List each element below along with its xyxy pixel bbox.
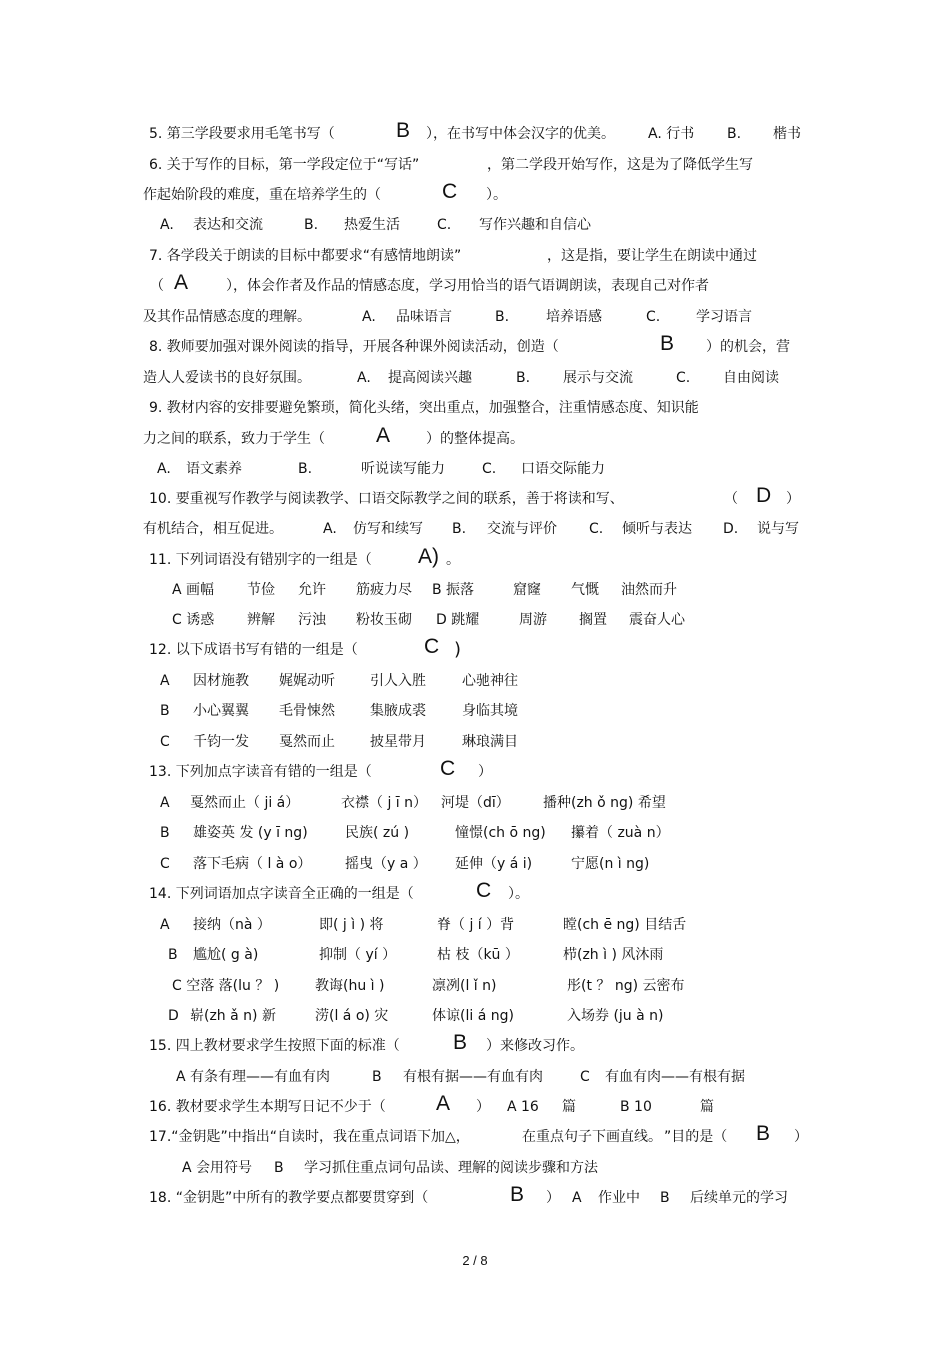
pinyin-item: 戛然而止（ ji á） <box>190 795 300 811</box>
question-14-row-a <box>0 913 950 937</box>
option-c: C <box>580 1069 590 1085</box>
question-9 <box>0 396 950 420</box>
pinyin-item: 接纳（nà ） <box>193 917 271 933</box>
question-text: ，第二学段开始写作，这是为了降低学生写 <box>487 157 753 173</box>
pinyin-item: 彤(t ？ ng) 云密布 <box>567 978 685 994</box>
option-a: A. 行书 <box>648 126 695 142</box>
question-10-options <box>0 517 950 541</box>
option-c-text: 自由阅读 <box>723 370 779 386</box>
pinyin-item: 脊（ j í ）背 <box>437 917 515 933</box>
option-d-text: 说与写 <box>757 521 799 537</box>
question-text: ），在书写中体会汉字的优美。 <box>426 126 615 142</box>
question-text: ）的整体提高。 <box>426 431 524 447</box>
question-8 <box>0 332 950 359</box>
option-a: A 会用符号 <box>182 1160 253 1176</box>
answer-mark: B <box>510 1183 525 1206</box>
question-text: ） <box>476 1099 490 1115</box>
question-text: 10. 要重视写作教学与阅读教学、口语交际教学之间的联系，善于将读和写、 <box>149 491 624 507</box>
pinyin-item: 栉(zh ì ) 风沐雨 <box>563 947 664 963</box>
question-12-row-c <box>0 730 950 754</box>
option-a: A. <box>362 309 376 325</box>
answer-mark: A <box>436 1092 451 1115</box>
question-17 <box>0 1122 950 1149</box>
pinyin-item: 抑制（ yí ） <box>319 947 397 963</box>
question-11-row-a <box>0 578 950 602</box>
option-b-text: 热爱生活 <box>344 217 400 233</box>
idiom: 毛骨悚然 <box>279 703 335 719</box>
question-text: ），体会作者及作品的情感态度，学习用恰当的语气语调朗读，表现自己对作者 <box>226 278 709 294</box>
question-13-row-b <box>0 821 950 845</box>
idiom: 引人入胜 <box>370 673 426 689</box>
pinyin-item: 落下毛病（ l à o） <box>193 856 312 872</box>
option-a-text: 表达和交流 <box>193 217 263 233</box>
question-text: ”目的是（ <box>664 1129 728 1145</box>
question-text: ，这是指，要让学生在朗读中通过 <box>547 248 757 264</box>
option-b: B <box>274 1160 284 1176</box>
question-6-options <box>0 213 950 237</box>
question-text: ） <box>546 1190 560 1206</box>
pinyin-item: 凛冽(l ǐ n) <box>432 978 497 994</box>
word: 震奋人心 <box>629 612 685 628</box>
pinyin-item: 河堤（dī） <box>441 795 510 811</box>
answer-mark: B <box>396 119 411 142</box>
option-label: C <box>160 734 170 750</box>
question-text: 在重点句子下画直线。 <box>522 1129 662 1145</box>
question-text: 力之间的联系，致力于学生（ <box>143 431 325 447</box>
option-b-text: 学习抓住重点词句品读、理解的阅读步骤和方法 <box>304 1160 598 1176</box>
idiom: 心驰神往 <box>462 673 518 689</box>
question-text: 有机结合，相互促进。 <box>143 521 283 537</box>
word: A 画幅 <box>172 582 215 598</box>
question-13-row-a <box>0 791 950 815</box>
option-c: C. <box>676 370 691 386</box>
question-text: ）。 <box>508 886 529 902</box>
question-text: ） <box>786 491 800 507</box>
pinyin-item: 延伸（y á i) <box>455 856 533 872</box>
option-b-text: 听说读写能力 <box>361 461 445 477</box>
option-label: B <box>168 947 178 963</box>
option-b: B. <box>304 217 319 233</box>
word: 油然而升 <box>621 582 677 598</box>
pinyin-item: 瞠(ch ē ng) 目结舌 <box>563 917 687 933</box>
option-a: A. <box>160 217 174 233</box>
option-d: D. <box>723 521 739 537</box>
question-text: ）。 <box>486 187 507 203</box>
option-b-text: 培养语感 <box>546 309 602 325</box>
option-b: B. <box>452 521 467 537</box>
word: 允许 <box>298 582 326 598</box>
option-label: B <box>160 703 170 719</box>
word: B 振落 <box>432 582 475 598</box>
option-label: A <box>160 795 170 811</box>
question-text: 16. 教材要求学生本期写日记不少于（ <box>149 1099 386 1115</box>
question-14 <box>0 879 950 906</box>
question-text: 7. 各学段关于朗读的目标中都要求“有感情地朗读” <box>149 248 462 264</box>
option-b-text: 楷书 <box>773 126 801 142</box>
question-13 <box>0 757 950 784</box>
answer-mark: B <box>660 332 675 355</box>
word: 窟窿 <box>513 582 541 598</box>
option-b: B. <box>727 126 742 142</box>
question-text: 17.“金钥匙”中指出“自读时，我在重点词语下加△， <box>149 1129 470 1145</box>
question-5 <box>0 119 950 146</box>
answer-mark: A <box>376 424 391 447</box>
question-text: 及其作品情感态度的理解。 <box>143 309 311 325</box>
question-14-row-d <box>0 1004 950 1028</box>
pinyin-item: 播种(zh ǒ ng) 希望 <box>543 795 666 811</box>
idiom: 小心翼翼 <box>193 703 249 719</box>
option-label: B <box>160 825 170 841</box>
word: 气慨 <box>571 582 599 598</box>
option-b: B. <box>298 461 313 477</box>
pinyin-item: 教诲(hu ì ) <box>315 978 385 994</box>
question-text: 13. 下列加点字读音有错的一组是（ <box>149 764 372 780</box>
pinyin-item: 攥着（ zuà n） <box>571 825 670 841</box>
option-b-unit: 篇 <box>700 1099 714 1115</box>
question-text: 15. 四上教材要求学生按照下面的标准（ <box>149 1038 400 1054</box>
option-c: C. <box>589 521 604 537</box>
question-12-row-b <box>0 699 950 723</box>
pinyin-item: 衣襟（ j ī n） <box>341 795 428 811</box>
pinyin-item: 尴尬( g à) <box>193 947 259 963</box>
question-9-cont <box>0 424 950 451</box>
pinyin-item: 崭(zh ǎ n) 新 <box>190 1008 276 1024</box>
answer-mark: B <box>453 1031 468 1054</box>
question-text: 9. 教材内容的安排要避免繁琐，简化头绪，突出重点，加强整合，注重情感态度、知识能 <box>149 400 699 416</box>
idiom: 娓娓动听 <box>279 673 335 689</box>
answer-mark: C <box>424 635 440 658</box>
option-c-text: 有血有肉——有根有据 <box>605 1069 745 1085</box>
option-a: A. <box>323 521 337 537</box>
question-text: 造人人爱读书的良好氛围。 <box>143 370 311 386</box>
pinyin-item: 摇曳（y a ） <box>345 856 427 872</box>
option-b: B <box>660 1190 670 1206</box>
option-c-text: 写作兴趣和自信心 <box>479 217 591 233</box>
question-7-cont <box>0 271 950 298</box>
option-b-text: 展示与交流 <box>563 370 633 386</box>
option-label: C <box>160 856 170 872</box>
pinyin-item: 入场券 (ju à n) <box>567 1008 664 1024</box>
question-9-options <box>0 457 950 481</box>
answer-mark: A) <box>418 545 439 568</box>
pinyin-item: 宁愿(n ì ng) <box>571 856 650 872</box>
word: 粉妆玉砌 <box>356 612 412 628</box>
question-text: 。 <box>446 552 460 568</box>
question-text: ） <box>794 1129 808 1145</box>
answer-mark: B <box>756 1122 771 1145</box>
question-text: ）的机会，营 <box>706 339 790 355</box>
option-c: C. <box>646 309 661 325</box>
option-a: A. <box>357 370 371 386</box>
pinyin-item: 体谅(li á ng) <box>432 1008 514 1024</box>
option-c-text: 口语交际能力 <box>521 461 605 477</box>
question-15 <box>0 1031 950 1058</box>
option-a-unit: 篇 <box>562 1099 576 1115</box>
question-6 <box>0 153 950 177</box>
idiom: 琳琅满目 <box>462 734 518 750</box>
idiom: 集腋成裘 <box>370 703 426 719</box>
pinyin-item: C 空落 落(lu ？ ) <box>172 978 280 994</box>
question-14-row-b <box>0 943 950 967</box>
question-14-row-c <box>0 974 950 998</box>
option-b: B <box>372 1069 382 1085</box>
option-a: A <box>572 1190 582 1206</box>
question-7-options <box>0 305 950 329</box>
option-a: A 16 <box>507 1099 539 1115</box>
answer-mark: D <box>756 484 772 507</box>
option-a-text: 作业中 <box>598 1190 640 1206</box>
question-text: （ <box>150 278 164 294</box>
question-6-cont <box>0 180 950 207</box>
answer-mark: A <box>174 271 189 294</box>
question-13-row-c <box>0 852 950 876</box>
option-a: A 有条有理——有血有肉 <box>176 1069 331 1085</box>
option-a-text: 语文素养 <box>186 461 242 477</box>
question-12-row-a <box>0 669 950 693</box>
question-17-options <box>0 1156 950 1180</box>
question-text: 11. 下列词语没有错别字的一组是（ <box>149 552 372 568</box>
question-text: ）来修改习作。 <box>486 1038 584 1054</box>
word: D 跳耀 <box>436 612 480 628</box>
option-c-text: 倾听与表达 <box>622 521 692 537</box>
word: C 诱惑 <box>172 612 215 628</box>
page-number: 2 / 8 <box>462 1253 488 1268</box>
question-11 <box>0 545 950 572</box>
option-label: A <box>160 917 170 933</box>
answer-mark: C <box>476 879 492 902</box>
question-10 <box>0 484 950 511</box>
idiom: 身临其境 <box>462 703 518 719</box>
question-text: ） <box>478 764 492 780</box>
question-8-options <box>0 366 950 390</box>
word: 搁置 <box>579 612 607 628</box>
idiom: 戛然而止 <box>279 734 335 750</box>
question-7 <box>0 244 950 268</box>
question-12 <box>0 635 950 662</box>
question-18 <box>0 1183 950 1210</box>
pinyin-item: 涝(l á o) 灾 <box>315 1008 389 1024</box>
option-b-text: 后续单元的学习 <box>690 1190 788 1206</box>
word: 辨解 <box>247 612 275 628</box>
option-c-text: 学习语言 <box>696 309 752 325</box>
answer-mark: C <box>440 757 456 780</box>
question-11-row-c <box>0 608 950 632</box>
question-15-options <box>0 1065 950 1089</box>
question-text: 作起始阶段的难度，重在培养学生的（ <box>143 187 381 203</box>
option-a-text: 品味语言 <box>396 309 452 325</box>
pinyin-item: 憧憬(ch ō ng) <box>455 825 546 841</box>
word: 污浊 <box>298 612 326 628</box>
option-label: D <box>168 1008 179 1024</box>
question-text: 18. “金钥匙”中所有的教学要点都要贯穿到（ <box>149 1190 429 1206</box>
option-b: B. <box>516 370 531 386</box>
pinyin-item: 枯 枝（kū ） <box>437 947 519 963</box>
option-a: A. <box>157 461 171 477</box>
question-text: ) <box>454 639 462 660</box>
idiom: 披星带月 <box>370 734 426 750</box>
question-text: 14. 下列词语加点字读音全正确的一组是（ <box>149 886 414 902</box>
question-text: 12. 以下成语书写有错的一组是（ <box>149 642 358 658</box>
question-text: 6. 关于写作的目标，第一学段定位于“写话” <box>149 157 420 173</box>
pinyin-item: 民族( zú ) <box>345 825 410 841</box>
question-16 <box>0 1092 950 1119</box>
option-a-text: 提高阅读兴趣 <box>388 370 472 386</box>
option-b: B. <box>495 309 510 325</box>
idiom: 千钧一发 <box>193 734 249 750</box>
option-label: A <box>160 673 170 689</box>
word: 节俭 <box>247 582 275 598</box>
option-b: B 10 <box>620 1099 652 1115</box>
question-text: 5. 第三学段要求用毛笔书写（ <box>149 126 335 142</box>
question-text: 8. 教师要加强对课外阅读的指导，开展各种课外阅读活动，创造（ <box>149 339 559 355</box>
option-b-text: 有根有据——有血有肉 <box>403 1069 543 1085</box>
option-b-text: 交流与评价 <box>487 521 557 537</box>
word: 筋疲力尽 <box>356 582 412 598</box>
pinyin-item: 即( j ì ) 将 <box>319 917 384 933</box>
answer-mark: C <box>442 180 458 203</box>
option-a-text: 仿写和续写 <box>353 521 423 537</box>
idiom: 因材施教 <box>193 673 249 689</box>
option-c: C. <box>437 217 452 233</box>
option-c: C. <box>482 461 497 477</box>
word: 周游 <box>519 612 547 628</box>
pinyin-item: 雄姿英 发 (y ī ng) <box>193 825 308 841</box>
question-text: （ <box>724 491 738 507</box>
